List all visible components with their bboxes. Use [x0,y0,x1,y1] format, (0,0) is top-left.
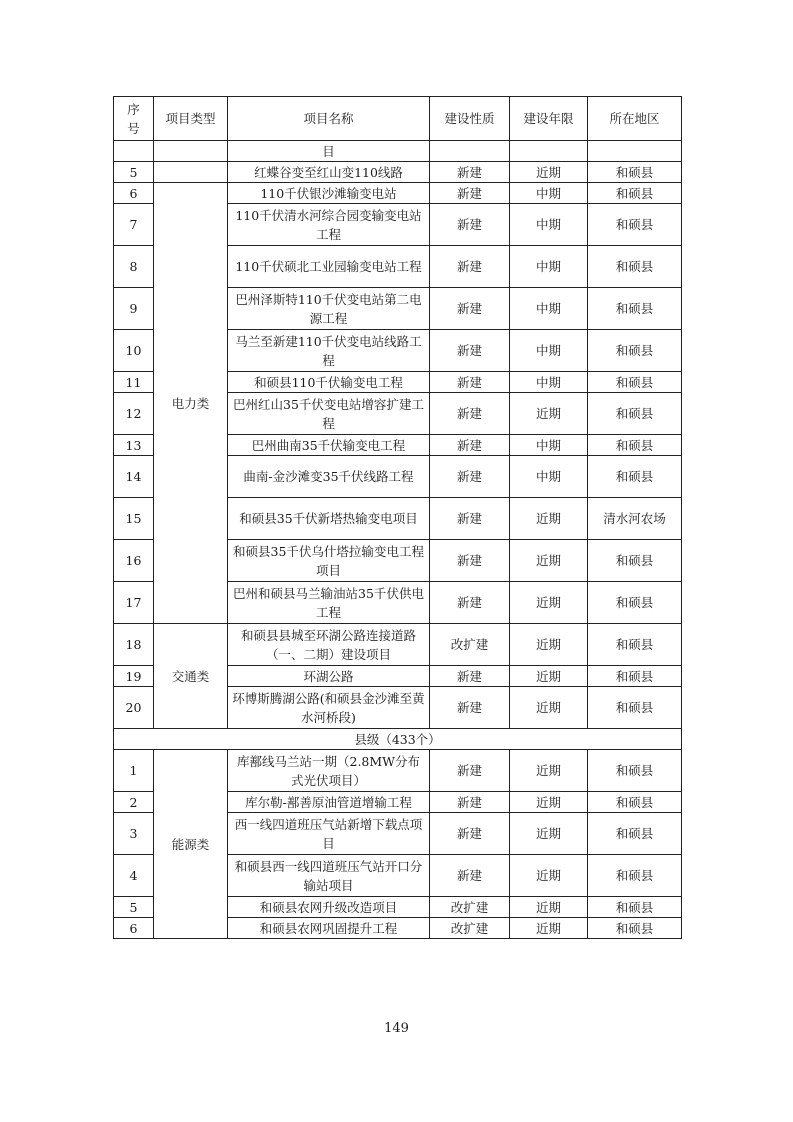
table-row [114,624,682,666]
section-title: 县级（433个） [114,729,682,750]
cell-nature: 新建 [430,540,510,582]
cell-no: 3 [114,813,154,855]
cell-name: 和硕县35千伏乌什塔拉输变电工程项目 [228,540,430,582]
cell-name: 巴州和硕县马兰输油站35千伏供电工程 [228,582,430,624]
cell-nature: 新建 [430,666,510,687]
cell-period: 中期 [510,288,588,330]
header-name: 项目名称 [228,97,430,141]
cell-nature: 新建 [430,372,510,393]
cell-name: 和硕县西一线四道班压气站开口分输站项目 [228,855,430,897]
cell-nature: 新建 [430,162,510,183]
cell-name: 曲南-金沙滩变35千伏线路工程 [228,456,430,498]
cell-nature: 新建 [430,855,510,897]
cell-region: 和硕县 [588,918,682,939]
cell-no: 18 [114,624,154,666]
cell-no: 5 [114,162,154,183]
cell-no: 19 [114,666,154,687]
cell-name: 巴州曲南35千伏输变电工程 [228,435,430,456]
cell-region: 和硕县 [588,204,682,246]
cell-period: 近期 [510,540,588,582]
cell-no: 4 [114,855,154,897]
cell-no: 10 [114,330,154,372]
cell-period: 近期 [510,687,588,729]
cell-nature: 新建 [430,435,510,456]
cell-name: 库鄯线马兰站一期（2.8MW分布式光伏项目） [228,750,430,792]
cell-nature: 新建 [430,330,510,372]
cell-no: 13 [114,435,154,456]
cell-name: 110千伏硕北工业园输变电站工程 [228,246,430,288]
cell-period: 近期 [510,666,588,687]
cell-nature: 改扩建 [430,918,510,939]
cell-region: 和硕县 [588,897,682,918]
page-number: 149 [384,1021,409,1036]
cell-region: 和硕县 [588,813,682,855]
table-row [114,183,682,204]
cell-name: 110千伏清水河综合园变输变电站工程 [228,204,430,246]
cell-name: 巴州红山35千伏变电站增容扩建工程 [228,393,430,435]
continuation-row [114,141,682,162]
cell-no: 12 [114,393,154,435]
cell-name: 和硕县农网升级改造项目 [228,897,430,918]
cell-period: 近期 [510,750,588,792]
cell-nature: 新建 [430,393,510,435]
cell-name: 马兰至新建110千伏变电站线路工程 [228,330,430,372]
cell-region: 和硕县 [588,624,682,666]
cell-no: 1 [114,750,154,792]
cell-period: 近期 [510,918,588,939]
cell-region: 和硕县 [588,666,682,687]
cell-period: 中期 [510,246,588,288]
cell-nature [430,141,510,162]
cell-period: 中期 [510,435,588,456]
cell-region: 和硕县 [588,687,682,729]
category-power: 电力类 [154,183,228,624]
cell-region: 和硕县 [588,855,682,897]
cell-region: 和硕县 [588,246,682,288]
cell-name: 和硕县县城至环湖公路连接道路（一、二期）建设项目 [228,624,430,666]
cell-region: 和硕县 [588,330,682,372]
cell-period: 近期 [510,792,588,813]
cell-region: 和硕县 [588,792,682,813]
cell-nature: 新建 [430,792,510,813]
cell-no: 14 [114,456,154,498]
cell-region: 和硕县 [588,393,682,435]
cell-name: 环博斯腾湖公路(和硕县金沙滩至黄水河桥段) [228,687,430,729]
header-seq: 序号 [114,97,154,141]
category-empty [154,162,228,183]
cell-nature: 新建 [430,687,510,729]
cell-nature: 新建 [430,813,510,855]
cell-no [114,141,154,162]
category-energy: 能源类 [154,750,228,939]
cell-nature: 新建 [430,750,510,792]
cell-nature: 新建 [430,204,510,246]
cell-no: 8 [114,246,154,288]
cell-nature: 新建 [430,498,510,540]
cell-period: 中期 [510,456,588,498]
cell-period: 近期 [510,498,588,540]
cell-region: 清水河农场 [588,498,682,540]
header-type: 项目类型 [154,97,228,141]
cell-region: 和硕县 [588,162,682,183]
cell-period: 近期 [510,393,588,435]
cell-nature: 新建 [430,183,510,204]
cell-period: 中期 [510,372,588,393]
header-row [114,97,682,141]
header-region: 所在地区 [588,97,682,141]
cell-name: 110千伏银沙滩输变电站 [228,183,430,204]
cell-no: 16 [114,540,154,582]
cell-no: 5 [114,897,154,918]
cell-nature: 改扩建 [430,624,510,666]
cell-name: 库尔勒-鄯善原油管道增输工程 [228,792,430,813]
cell-no: 7 [114,204,154,246]
cell-region: 和硕县 [588,183,682,204]
cell-region: 和硕县 [588,540,682,582]
cell-region: 和硕县 [588,750,682,792]
cell-period: 近期 [510,813,588,855]
cell-no: 11 [114,372,154,393]
cell-region: 和硕县 [588,288,682,330]
cell-period: 中期 [510,183,588,204]
header-nature: 建设性质 [430,97,510,141]
header-period: 建设年限 [510,97,588,141]
cell-no: 20 [114,687,154,729]
cell-region: 和硕县 [588,372,682,393]
cell-no: 17 [114,582,154,624]
cell-name: 目 [228,141,430,162]
section-row [114,729,682,750]
cell-period: 近期 [510,855,588,897]
cell-name: 巴州泽斯特110千伏变电站第二电源工程 [228,288,430,330]
cell-name: 环湖公路 [228,666,430,687]
cell-name: 西一线四道班压气站新增下载点项目 [228,813,430,855]
cell-period: 中期 [510,330,588,372]
cell-region: 和硕县 [588,456,682,498]
cell-name: 和硕县35千伏新塔热输变电项目 [228,498,430,540]
cell-period [510,141,588,162]
cell-nature: 新建 [430,246,510,288]
cell-period: 近期 [510,624,588,666]
cell-name: 红蝶谷变至红山变110线路 [228,162,430,183]
cell-region: 和硕县 [588,435,682,456]
cell-nature: 改扩建 [430,897,510,918]
cell-nature: 新建 [430,582,510,624]
cell-period: 近期 [510,162,588,183]
cell-nature: 新建 [430,456,510,498]
cell-period: 中期 [510,204,588,246]
cell-nature: 新建 [430,288,510,330]
cell-period: 近期 [510,582,588,624]
cell-region: 和硕县 [588,582,682,624]
cell-no: 6 [114,918,154,939]
cell-region [588,141,682,162]
cell-type [154,141,228,162]
cell-name: 和硕县农网巩固提升工程 [228,918,430,939]
project-table [113,96,682,939]
cell-no: 6 [114,183,154,204]
cell-period: 近期 [510,897,588,918]
cell-name: 和硕县110千伏输变电工程 [228,372,430,393]
cell-no: 2 [114,792,154,813]
table-row [114,750,682,792]
category-traffic: 交通类 [154,624,228,729]
cell-no: 15 [114,498,154,540]
cell-no: 9 [114,288,154,330]
table-row [114,162,682,183]
